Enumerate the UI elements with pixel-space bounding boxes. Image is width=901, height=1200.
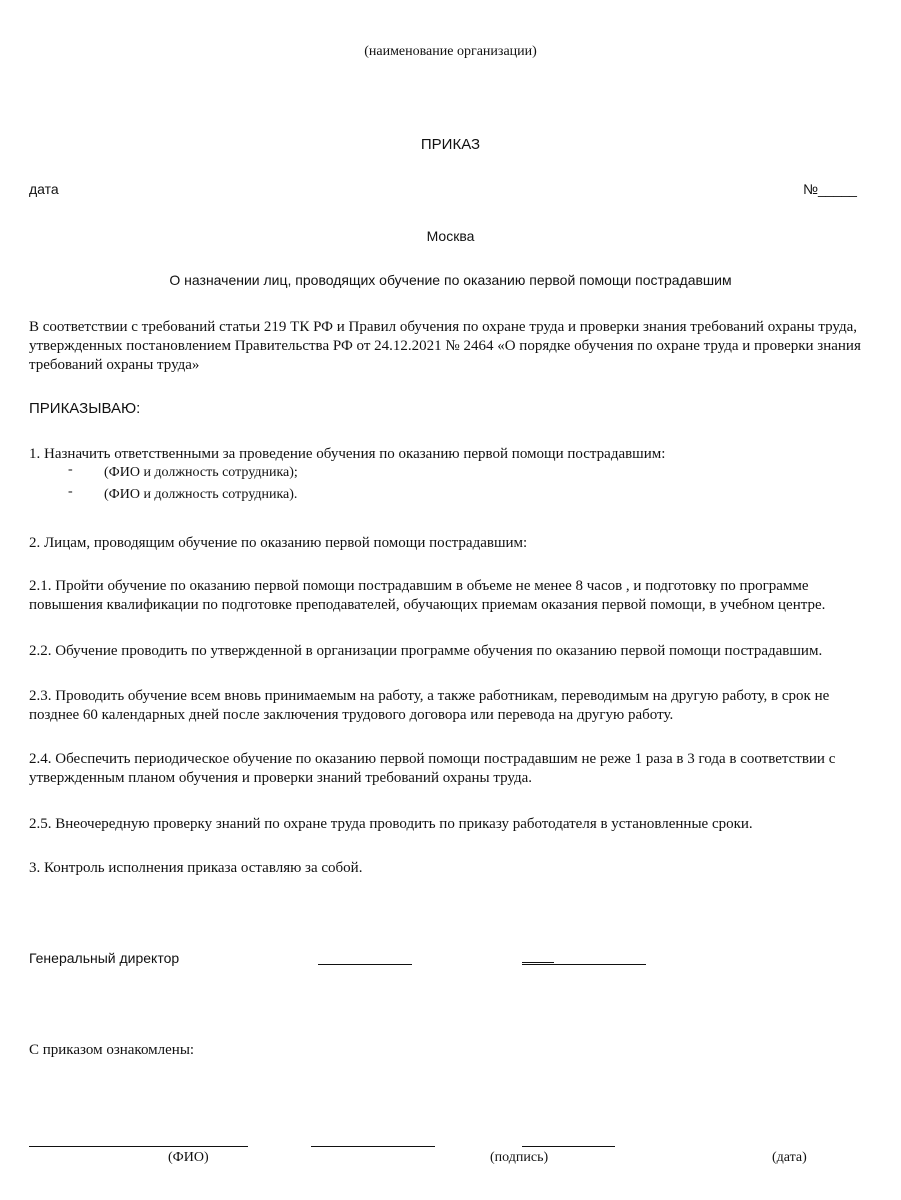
- item-2: 2. Лицам, проводящим обучение по оказанию первой помощи пострадавшим:: [29, 535, 528, 551]
- item-2-2: 2.2. Обучение проводить по утвержденной в организации программе обучения по оказанию первой помощи пострадавшим.: [29, 643, 823, 659]
- bullet-item-1: (ФИО и должность сотрудника);: [104, 465, 298, 480]
- item-1: 1. Назначить ответственными за проведение обучения по оказанию первой помощи пострадавшим:: [29, 446, 666, 462]
- bullet-mark: -: [68, 462, 73, 477]
- item-2-3: 2.3. Проводить обучение всем вновь принимаемым на работу, а также работникам, переводимым на другую работу, в срок не позднее 60 календарных дней после заключения трудового договора или перевода на другую работу.: [29, 688, 830, 723]
- item-2-4: 2.4. Обеспечить периодическое обучение по оказанию первой помощи пострадавшим не реже 1 раза в 3 года в соответствии с утвержденным планом обучения и проверки знаний требований охраны труда.: [29, 751, 836, 786]
- fio-caption: (ФИО): [168, 1150, 209, 1165]
- item-3: 3. Контроль исполнения приказа оставляю за собой.: [29, 860, 363, 876]
- director-title: Генеральный директор: [29, 950, 180, 966]
- director-name-line-accent: [522, 962, 554, 963]
- city-label: Москва: [426, 228, 475, 244]
- signature-line: [311, 1146, 435, 1147]
- bullet-mark: -: [68, 484, 73, 499]
- signature-caption: (подпись): [490, 1150, 549, 1165]
- document-title: ПРИКАЗ: [420, 136, 481, 153]
- order-number-label: №_____: [803, 181, 857, 197]
- preamble-paragraph: В соответствии с требований статьи 219 ТК РФ и Правил обучения по охране труда и проверки знания требований охраны труда, утвержденных постановлением Правительства РФ от 24.12.2021 № 2464 «О порядке обучения по охране труда и проверки знания требований охраны труда»: [29, 319, 861, 373]
- item-2-5: 2.5. Внеочередную проверку знаний по охране труда проводить по приказу работодателя в установленные сроки.: [29, 816, 753, 832]
- organization-name-placeholder: (наименование организации): [364, 44, 537, 59]
- date-label: дата: [29, 181, 59, 197]
- item-2-1: 2.1. Пройти обучение по оказанию первой помощи пострадавшим в объеме не менее 8 часов , и подготовку по программе повышения квалификации по подготовке преподавателей, обучающих приемам оказания первой помощи, в учебном центре.: [29, 578, 826, 613]
- date-caption: (дата): [772, 1150, 807, 1165]
- order-subject: О назначении лиц, проводящих обучение по оказанию первой помощи пострадавшим: [169, 272, 732, 288]
- acknowledgement-label: С приказом ознакомлены:: [29, 1042, 195, 1058]
- director-signature-line: [318, 964, 412, 965]
- bullet-item-2: (ФИО и должность сотрудника).: [104, 487, 298, 502]
- director-name-line: [522, 964, 646, 965]
- date-line: [522, 1146, 615, 1147]
- fio-line: [29, 1146, 248, 1147]
- order-word: ПРИКАЗЫВАЮ:: [29, 400, 141, 417]
